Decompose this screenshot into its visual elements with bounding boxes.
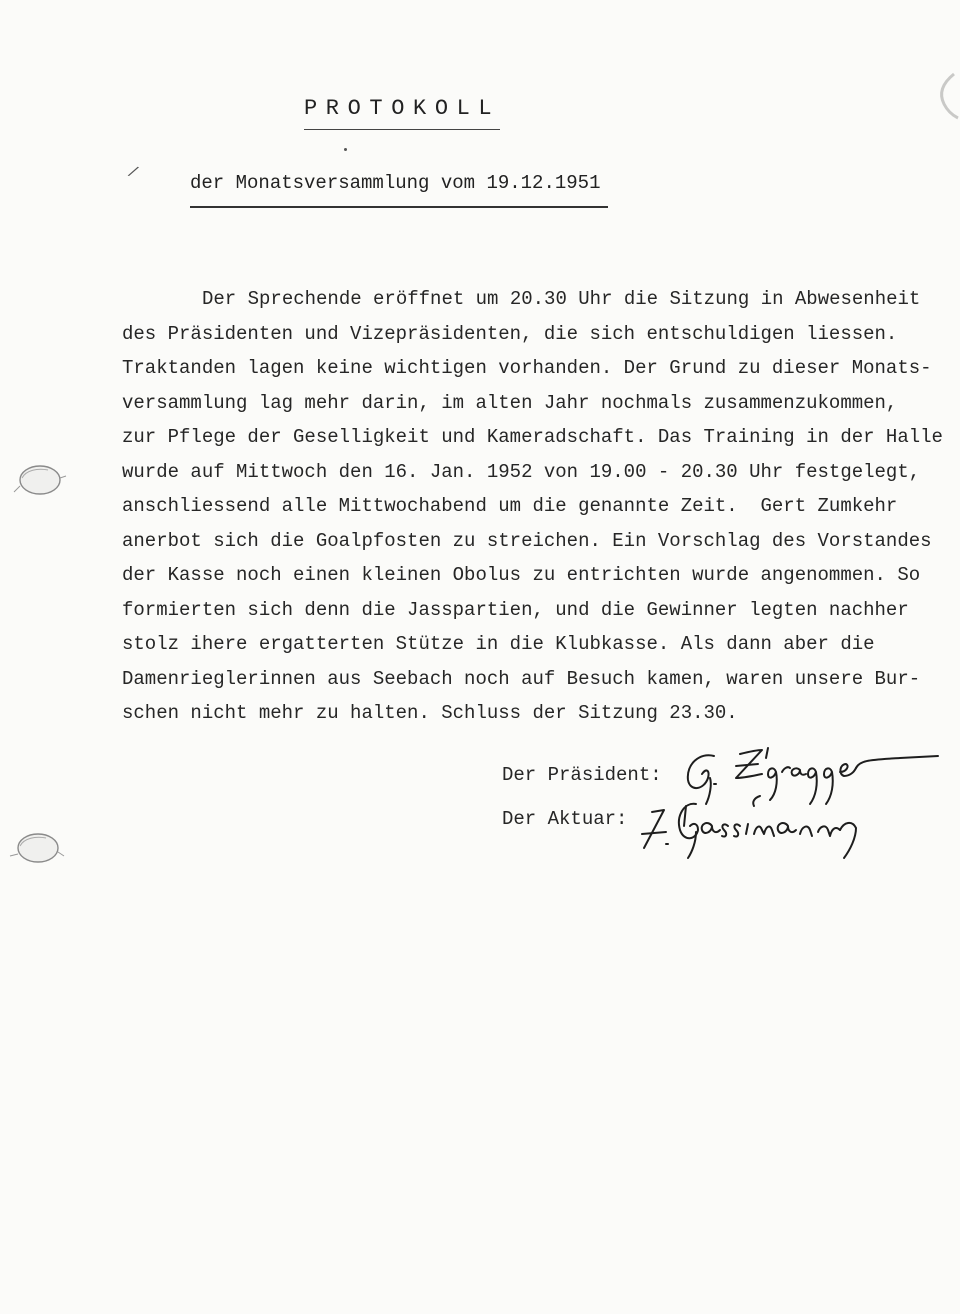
body-line: stolz ihere ergatterten Stütze in die Klubkasse. Als dann aber die — [122, 633, 875, 655]
body-line: wurde auf Mittwoch den 16. Jan. 1952 von 19.00 - 20.30 Uhr festgelegt, — [122, 460, 921, 483]
body-line: Der Sprechende eröffnet um 20.30 Uhr die Sitzung in Abwesenheit — [202, 288, 921, 310]
president-label: Der Präsident: — [502, 764, 662, 786]
body-line: anschliessend alle Mittwochabend um die genannte Zeit. Gert Zumkehr — [122, 495, 898, 517]
body-line: anerbot sich die Goalpfosten zu streichen. Ein Vorschlag des Vorstandes — [122, 529, 932, 552]
body-line: des Präsidenten und Vizepräsidenten, die sich entschuldigen liessen. — [122, 322, 898, 345]
body-line: schen nicht mehr zu halten. Schluss der Sitzung 23.30. — [122, 702, 738, 724]
punch-hole-icon — [8, 448, 70, 510]
protocol-body — [122, 282, 954, 731]
body-line: der Kasse noch einen kleinen Obolus zu entrichten wurde angenommen. So — [122, 564, 921, 586]
secretary-label: Der Aktuar: — [502, 808, 628, 830]
body-line: zur Pflege der Geselligkeit und Kameradschaft. Das Training in der Halle — [122, 426, 943, 448]
document-subtitle: der Monatsversammlung vom 19.12.1951 — [190, 172, 608, 208]
margin-mark: / — [125, 162, 141, 184]
ink-dot — [344, 148, 347, 151]
body-line: formierten sich denn die Jasspartien, und die Gewinner legten nachher — [122, 598, 909, 621]
body-line: Traktanden lagen keine wichtigen vorhanden. Der Grund zu dieser Monats- — [122, 357, 932, 379]
body-line: versammlung lag mehr darin, im alten Jahr nochmals zusammenzukommen, — [122, 391, 898, 414]
document-title: PROTOKOLL — [304, 96, 500, 130]
edge-smudge — [924, 70, 960, 120]
punch-hole-icon — [4, 818, 66, 880]
secretary-signature — [636, 790, 876, 860]
body-line: Damenrieglerinnen aus Seebach noch auf Besuch kamen, waren unsere Bur- — [122, 667, 921, 690]
